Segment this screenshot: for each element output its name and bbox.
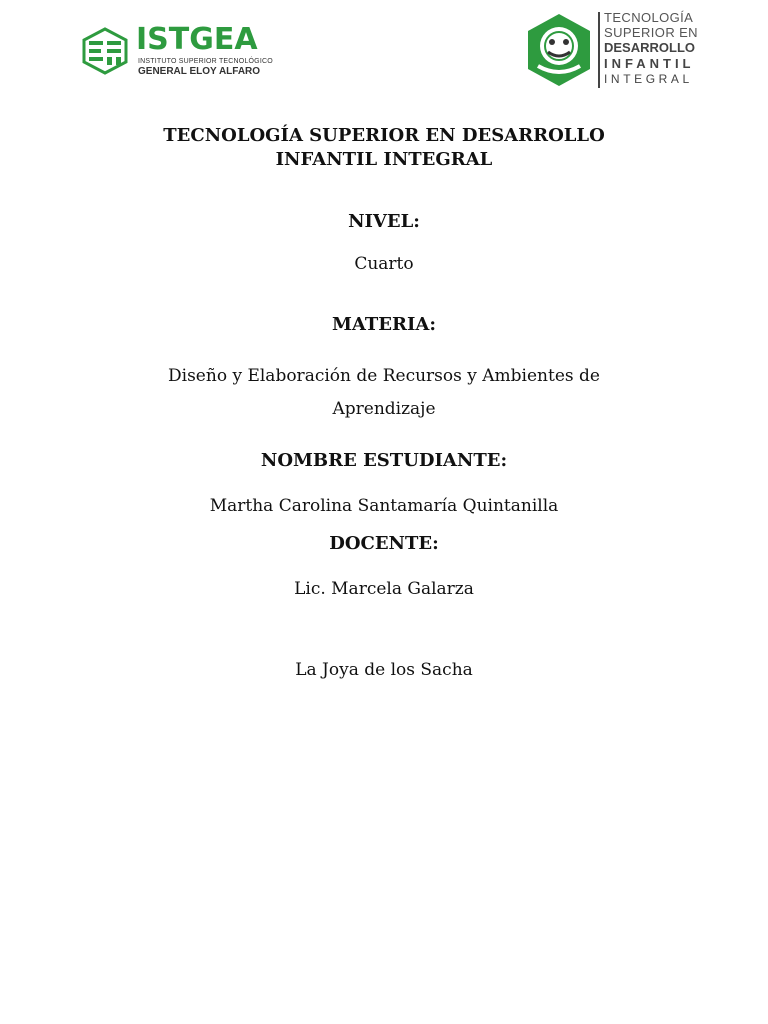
istgea-logo	[80, 24, 280, 80]
career-logo-line2: SUPERIOR EN	[604, 25, 698, 40]
materia-value	[0, 360, 768, 426]
docente-value: Lic. Marcela Galarza	[294, 579, 474, 599]
estudiante-label: NOMBRE ESTUDIANTE:	[260, 450, 508, 471]
career-seal-icon	[524, 12, 594, 88]
career-logo-line3: DESARROLLO	[604, 40, 695, 55]
istgea-logo-name: ISTGEA	[136, 22, 258, 57]
document-title	[0, 124, 768, 172]
materia-value-line1: Diseño y Elaboración de Recursos y Ambientes de	[168, 366, 600, 386]
istgea-logo-line2: GENERAL ELOY ALFARO	[138, 66, 261, 77]
career-logo-line1: TECNOLOGÍA	[604, 10, 694, 25]
document-title-line2: INFANTIL INTEGRAL	[275, 149, 493, 170]
location-text: La Joya de los Sacha	[295, 660, 473, 680]
docente-label: DOCENTE:	[329, 533, 439, 554]
nivel-value: Cuarto	[354, 254, 414, 274]
career-logo-line4: INFANTIL	[604, 56, 695, 71]
istgea-emblem-icon	[80, 26, 130, 76]
estudiante-value: Martha Carolina Santamaría Quintanilla	[209, 496, 559, 516]
document-title-line1: TECNOLOGÍA SUPERIOR EN DESARROLLO	[163, 125, 605, 146]
career-logo-divider	[598, 12, 600, 88]
materia-value-line2: Aprendizaje	[332, 399, 436, 419]
materia-label: MATERIA:	[331, 314, 436, 335]
career-logo-line5: INTEGRAL	[604, 72, 693, 86]
nivel-label: NIVEL:	[348, 211, 420, 232]
career-logo	[524, 10, 724, 92]
istgea-logo-line1: INSTITUTO SUPERIOR TECNOLÓGICO	[138, 58, 273, 65]
